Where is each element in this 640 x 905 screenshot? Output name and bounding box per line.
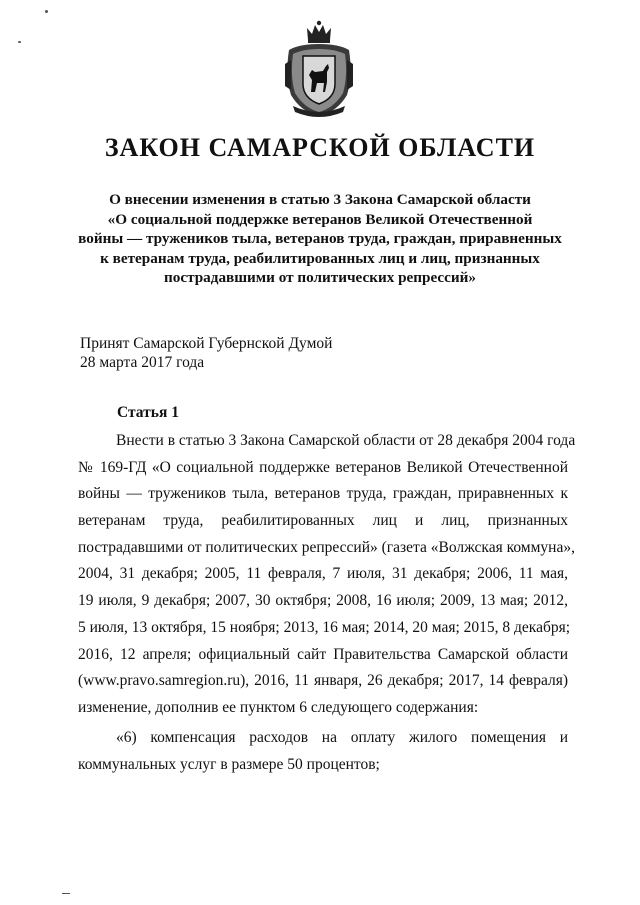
- article-paragraph-2: [78, 725, 568, 778]
- scan-speck: [45, 10, 48, 13]
- scan-speck: [62, 893, 70, 894]
- scan-speck: [18, 41, 21, 43]
- law-title: ЗАКОН САМАРСКОЙ ОБЛАСТИ: [104, 133, 536, 162]
- article-paragraph-1: [78, 428, 576, 722]
- paragraph-line: ветеранам труда, реабилитированных лиц и лиц, признанных: [78, 512, 568, 530]
- subtitle-line: к ветеранам труда, реабилитированных лиц и лиц, признанных: [100, 249, 540, 267]
- adoption-info: [80, 334, 332, 372]
- adoption-body: Принят Самарской Губернской Думой: [80, 335, 333, 352]
- paragraph-line: 2016, 12 апреля; официальный сайт Правительства Самарской области: [78, 645, 568, 663]
- coat-of-arms-emblem: [279, 20, 359, 118]
- paragraph-line: войны — тружеников тыла, ветеранов труда, граждан, приравненных к: [78, 485, 568, 503]
- paragraph-line: № 169-ГД «О социальной поддержке ветеранов Великой Отечественной: [78, 458, 568, 476]
- subtitle-line: пострадавшими от политических репрессий»: [163, 269, 476, 286]
- subtitle-line: войны — тружеников тыла, ветеранов труда, граждан, приравненных: [78, 230, 562, 247]
- paragraph-line: коммунальных услуг в размере 50 процентов;: [78, 755, 380, 773]
- article-heading: Статья 1: [117, 404, 179, 421]
- law-subtitle: [60, 190, 580, 288]
- paragraph-line: Внести в статью 3 Закона Самарской области от 28 декабря 2004 года: [116, 432, 576, 449]
- adoption-date: 28 марта 2017 года: [80, 354, 205, 371]
- subtitle-line: О внесении изменения в статью 3 Закона Самарской области: [109, 191, 531, 208]
- paragraph-line: пострадавшими от политических репрессий» (газета «Волжская коммуна»,: [78, 538, 575, 556]
- paragraph-line: «6) компенсация расходов на оплату жилого помещения и: [116, 729, 568, 746]
- paragraph-line: (www.pravo.samregion.ru), 2016, 11 января, 26 декабря; 2017, 14 февраля): [78, 672, 568, 690]
- paragraph-line: 5 июля, 13 октября, 15 ноября; 2013, 16 мая; 2014, 20 мая; 2015, 8 декабря;: [78, 618, 571, 636]
- paragraph-line: изменение, дополнив ее пунктом 6 следующего содержания:: [78, 698, 479, 716]
- paragraph-line: 19 июля, 9 декабря; 2007, 30 октября; 2008, 16 июля; 2009, 13 мая; 2012,: [78, 592, 568, 610]
- subtitle-line: «О социальной поддержке ветеранов Великой Отечественной: [107, 210, 533, 228]
- paragraph-line: 2004, 31 декабря; 2005, 11 февраля, 7 июля, 31 декабря; 2006, 11 мая,: [78, 565, 568, 583]
